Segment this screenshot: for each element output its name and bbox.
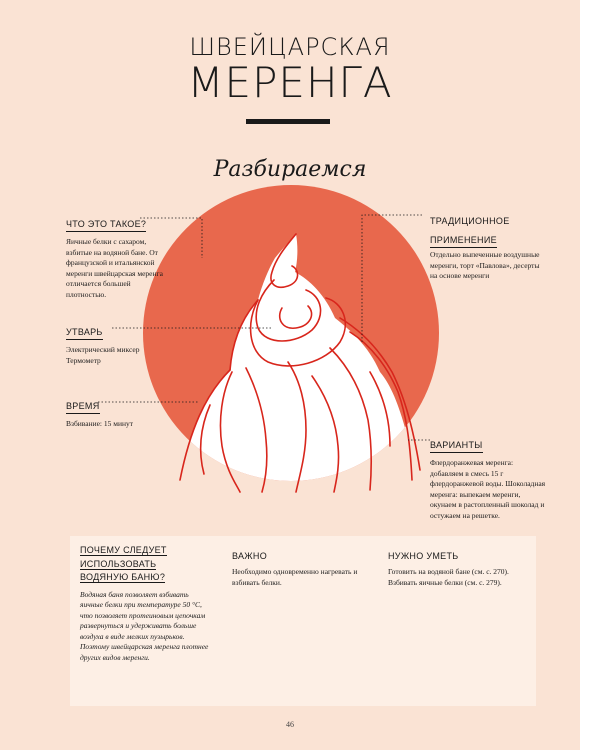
skills-item: Готовить на водяной бане (см. с. 270). bbox=[388, 567, 509, 576]
important-text: Необходимо одновременно нагревать и взбивать белки. bbox=[232, 567, 358, 587]
why-label-line: ИСПОЛЬЗОВАТЬ bbox=[80, 558, 157, 569]
tools-item: Термометр bbox=[66, 355, 101, 365]
time-label: ВРЕМЯ bbox=[66, 401, 100, 414]
what-is-block bbox=[66, 212, 172, 300]
skills-item: Взбивать яичные белки (см. с. 279). bbox=[388, 577, 502, 587]
skills-text bbox=[388, 567, 534, 588]
why-text: Водяная баня позволяет взбивать яичные белки при температуре 50 °С, что позволяет протеиновым цепочкам развернуться и удерживать больше воздуха в виде мелких пузырьков. Поэтому швейцарская меренга плотнее других видов меренги. bbox=[80, 589, 209, 662]
important-label: ВАЖНО bbox=[232, 551, 268, 561]
tools-label: УТВАРЬ bbox=[66, 327, 103, 340]
time-block bbox=[66, 394, 176, 430]
traditional-label-line-1: ТРАДИЦИОННОЕ bbox=[430, 216, 510, 226]
variants-text: Флердоранжевая меренга: добавляем в смесь 15 г флердоранжевой воды. Шоколадная меренга: выпекаем меренги, окунаем в растопленный шоколад и остужаем на решетке. bbox=[430, 458, 546, 520]
tools-text bbox=[66, 345, 176, 366]
important-block bbox=[232, 544, 362, 588]
traditional-block bbox=[430, 209, 548, 282]
tools-item: Электрический миксер bbox=[66, 345, 140, 354]
title-line-2: МЕРЕНГА bbox=[187, 58, 393, 107]
skills-label: НУЖНО УМЕТЬ bbox=[388, 551, 459, 561]
why-block bbox=[80, 544, 212, 663]
variants-label: ВАРИАНТЫ bbox=[430, 440, 483, 453]
title-line-1: ШВЕЙЦАРСКАЯ bbox=[189, 33, 391, 61]
traditional-text: Отдельно выпеченные воздушные меренги, торт «Павлова», десерты на основе меренги bbox=[430, 250, 540, 280]
what-is-label: ЧТО ЭТО ТАКОЕ? bbox=[66, 219, 146, 232]
why-label-line: ВОДЯНУЮ БАНЮ? bbox=[80, 572, 166, 582]
what-is-text: Яичные белки с сахаром, взбитые на водяной бане. От французской и итальянской меренги швейцарская меренга отличается большей плотностью. bbox=[66, 237, 163, 299]
page-number: 46 bbox=[286, 720, 294, 729]
skills-block bbox=[388, 544, 534, 588]
traditional-label-line-2: ПРИМЕНЕНИЕ bbox=[430, 235, 497, 248]
why-label bbox=[80, 544, 212, 585]
subtitle: Разбираемся bbox=[213, 157, 367, 182]
variants-block bbox=[430, 433, 548, 521]
why-label-line: ПОЧЕМУ СЛЕДУЕТ bbox=[80, 545, 167, 555]
time-text: Взбивание: 15 минут bbox=[66, 419, 134, 428]
tools-block bbox=[66, 320, 176, 366]
